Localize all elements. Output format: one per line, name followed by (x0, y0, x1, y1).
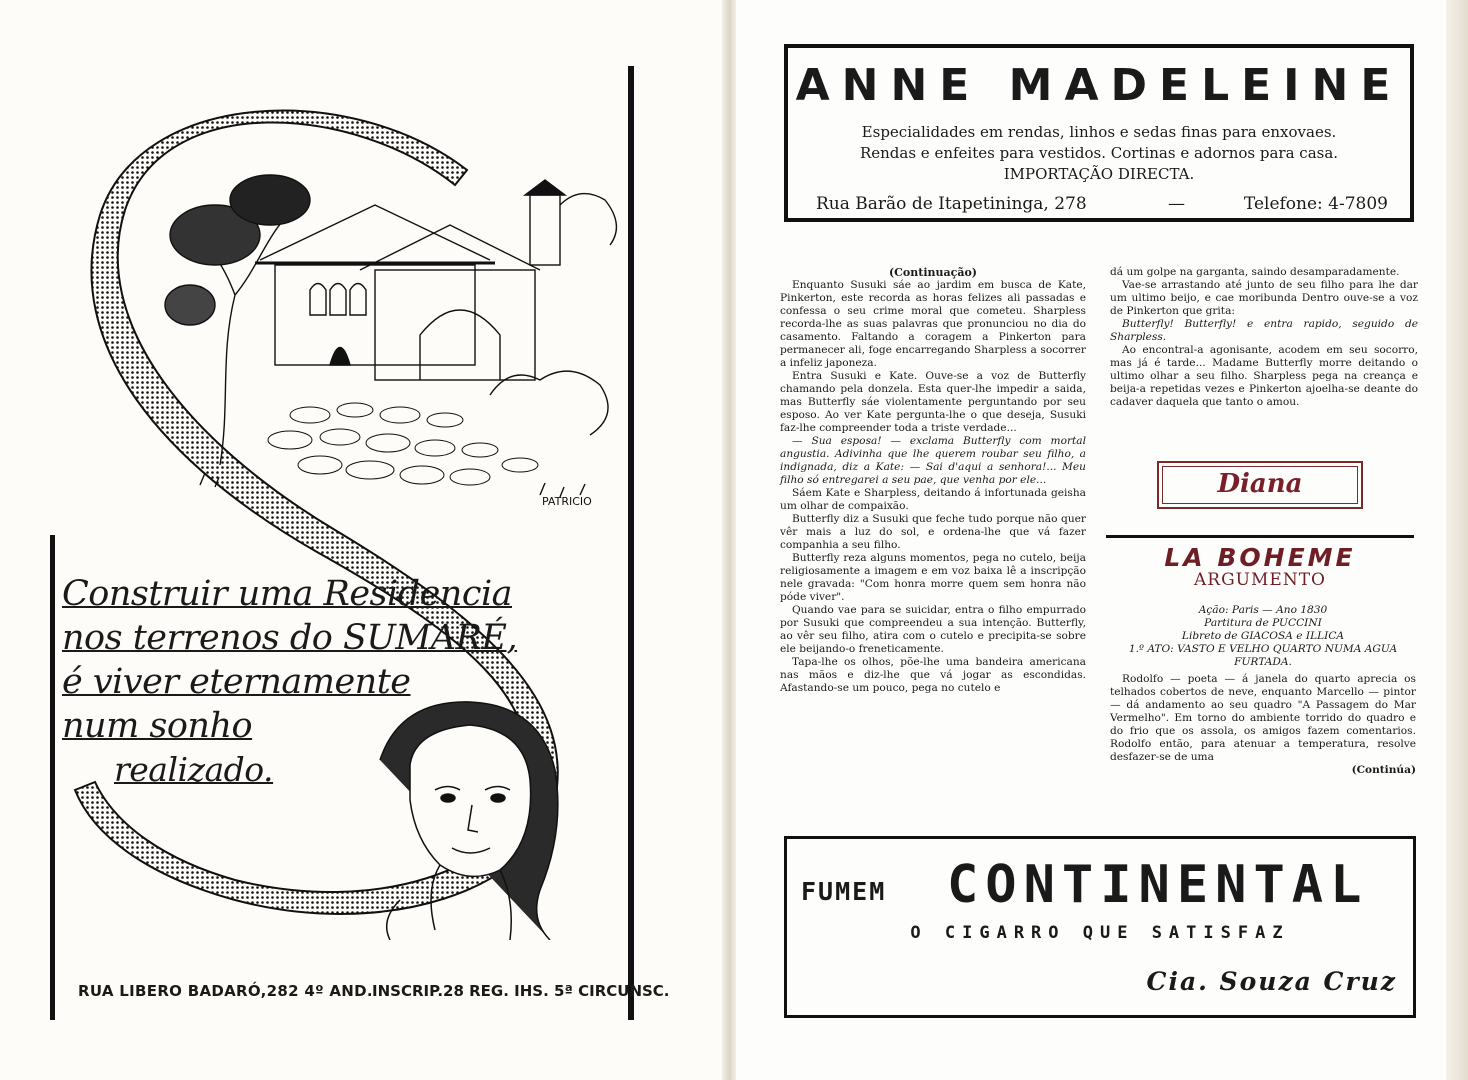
article-heading: (Continuação) (888, 266, 978, 279)
ad-slogan: O CIGARRO QUE SATISFAZ (910, 923, 1290, 943)
paragraph: Rodolfo — poeta — á janela do quarto aprecia os telhados cobertos de neve, enquanto Marcello — pintor — dá andamento ao seu quadro "A Passagem do Mar Vermelho". Em torno do ambiente torrido do quadro e do frio que os assola, os amigos fazem comentarios. Rodolfo então, para atenuar a temperatura, resolve desfazer-se de uma (1110, 673, 1416, 763)
ad-phone: Telefone: 4-7809 (1243, 194, 1388, 214)
sumare-registration: INSCRIP.28 REG. IHS. 5ª CIRCUNSC. (372, 982, 670, 1000)
paragraph: Entra Susuki e Kate. Ouve-se a voz de Butterfly chamando pela donzela. Esta quer-lhe impedir a saida, mas Butterfly sáe violentamente perguntando por seu esposo. Ao ver Kate pergunta-lhe o que deseja, Susuki faz-lhe compreender toda a triste verdade... (780, 370, 1086, 434)
article-column-1 (780, 266, 1086, 695)
paragraph: Butterfly reza alguns momentos, pega no cutelo, beija religiosamente a imagem e em voz baixa lê a inscripção nele gravada: "Com honra morre quem sem honra não póde viver". (780, 552, 1086, 603)
slogan-line: realizado. (114, 750, 274, 789)
ad-brand: CONTINENTAL (947, 855, 1369, 915)
diana-logo-box (1157, 461, 1363, 509)
paragraph: Vae-se arrastando até junto de seu filho para lhe dar um ultimo beijo, e cae moribunda Dentro ouve-se a voz de Pinkerton que grita: (1110, 279, 1418, 317)
slogan-line: é viver eternamente (62, 662, 411, 702)
sumare-address: RUA LIBERO BADARÓ,282 4º AND. (78, 982, 373, 1000)
slogan-line: nos terrenos do SUMARÉ, (62, 618, 518, 658)
ad-title: ANNE MADELEINE (795, 60, 1403, 111)
section-rule (1106, 535, 1414, 538)
paragraph: Ao encontral-a agonisante, acodem em seu socorro, mas já é tarde... Madame Butterfly morre deitando o ultimo olhar a seu filho. Sharpless pega na creança e beija-a repetidas vezes e Pinkerton ajoelha-se deante do cadaver daquela que tanto o amou. (1110, 344, 1418, 408)
diana-logo: Diana (1217, 469, 1303, 499)
paragraph: Enquanto Susuki sáe ao jardim em busca de Kate, Pinkerton, este recorda as horas felizes ali passadas e confessa o seu crime moral que cometeu. Sharpless recorda-lhe as suas palavras que pronunciou no dia do casamento. Faltando a coragem a Pinkerton para permanecer ali, foge encarregando Sharpless a socorrer a infeliz japoneza. (780, 279, 1086, 369)
boheme-acao: Ação: Paris — Ano 1830 (1198, 604, 1328, 616)
boheme-partitura: Partitura de PUCCINI (1204, 617, 1322, 629)
continua-label: (Continúa) (1351, 764, 1416, 776)
ad-line: Especialidades em rendas, linhos e sedas finas para enxovaes. (861, 123, 1337, 141)
boheme-column (1110, 604, 1416, 777)
page-edge (1446, 0, 1468, 1080)
boheme-libreto: Libreto de GIACOSA e ILLICA (1181, 630, 1345, 642)
ad-fumem: FUMEM (801, 877, 887, 906)
ad-company: Cia. Souza Cruz (1146, 967, 1397, 996)
article-column-2 (1110, 266, 1418, 409)
paragraph: Sáem Kate e Sharpless, deitando á infortunada geisha um olhar de compaixão. (780, 487, 1086, 512)
left-page (0, 0, 728, 1080)
woman-portrait-illustration (340, 690, 620, 940)
paragraph: — Sua esposa! — exclama Butterfly com mortal angustia. Adivinha que lhe querem roubar seu filho, a indignada, diz a Kate: — Sai d'aqui a senhora!... Meu filho só entregarei a seu pae, que venha por ele... (780, 435, 1086, 486)
house-illustration (160, 165, 630, 530)
boheme-subtitle: ARGUMENTO (1194, 570, 1326, 590)
paragraph: Butterfly! Butterfly! e entra rapido, seguido de Sharpless. (1110, 318, 1418, 343)
ad-line: IMPORTAÇÃO DIRECTA. (1003, 165, 1195, 183)
paragraph: Quando vae para se suicidar, entra o filho empurrado por Susuki que compreendeu a sua intenção. Butterfly, ao vêr seu filho, atira com o cutelo e precipita-se sobre ele beijando-o freneticamente. (780, 604, 1086, 655)
paragraph: Butterfly diz a Susuki que feche tudo porque não quer vêr mais a luz do sol, e ordena-lhe que vá fazer companhia a seu filho. (780, 513, 1086, 551)
ad-separator: — (1168, 194, 1185, 214)
continental-ad (784, 836, 1416, 1018)
slogan-line: num sonho (62, 706, 253, 746)
paragraph: Tapa-lhe os olhos, põe-lhe uma bandeira americana nas mãos e diz-lhe que vá jogar as escondidas. Afastando-se um pouco, pega no cutelo e (780, 656, 1086, 694)
artist-signature: PATRICIO (542, 495, 592, 508)
boheme-title: LA BOHEME (1164, 543, 1356, 572)
anne-madeleine-ad (784, 44, 1414, 222)
slogan-line: Construir uma Residencia (62, 574, 513, 614)
ad-line: Rendas e enfeites para vestidos. Cortinas e adornos para casa. (859, 144, 1339, 162)
boheme-ato: 1.º ATO: VASTO E VELHO QUARTO NUMA AGUA FURTADA. (1128, 643, 1398, 668)
paragraph: dá um golpe na garganta, saindo desamparadamente. (1110, 266, 1400, 278)
ad-address: Rua Barão de Itapetininga, 278 (816, 194, 1087, 214)
